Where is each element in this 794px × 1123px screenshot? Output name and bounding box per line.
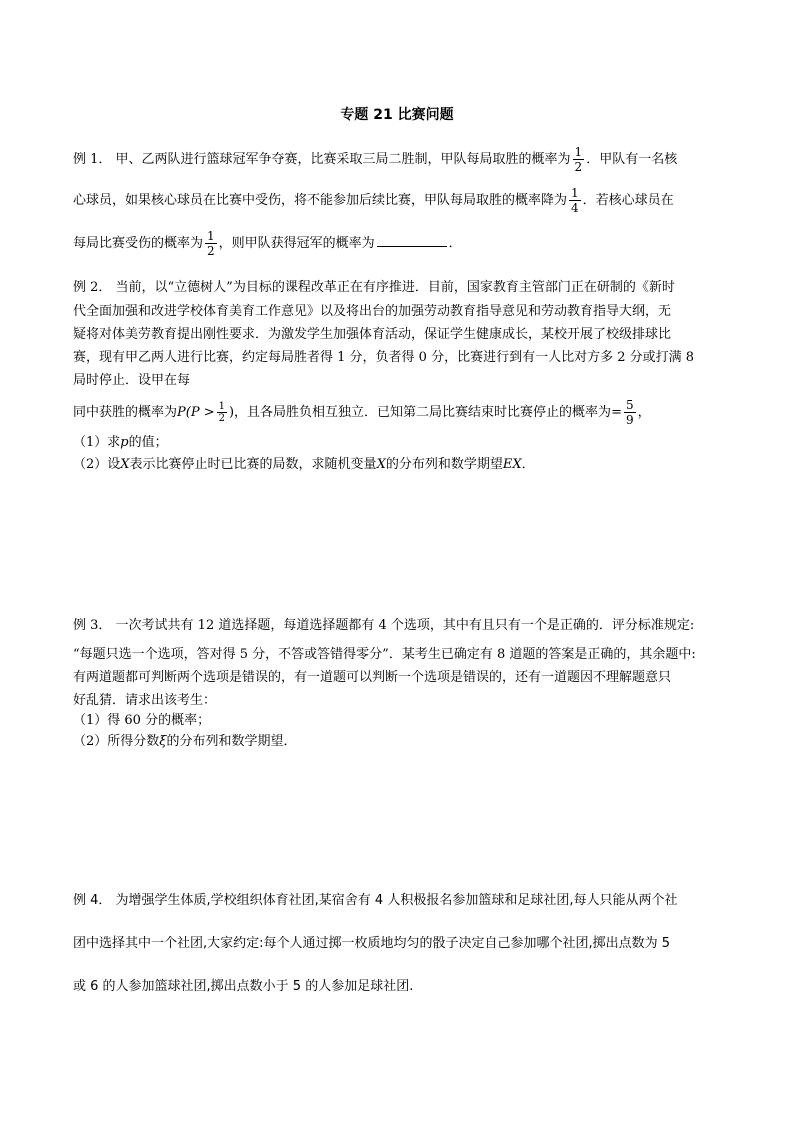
ex3-line1: 例 3． 一次考试共有 12 道选择题，每道选择题都有 4 个选项，其中有且只有一个是正确的．评分标准规定:	[73, 618, 695, 633]
ex2-line3: 疑将对体美劳教育提出刚性要求．为激发学生加强体育活动，保证学生健康成长，某校开展了校级排球比	[73, 327, 672, 342]
ex2-question1	[73, 431, 723, 455]
fraction: $\frac{1}{2}$	[574, 145, 583, 174]
text: 的分布列和数学期望．	[166, 734, 297, 749]
text: 表示比赛停止时已比赛的局数，求随机变量	[129, 457, 377, 472]
text: ．	[448, 236, 462, 251]
text: （1）求	[73, 435, 121, 450]
ex1-line2	[73, 186, 723, 215]
ex2-line6	[73, 398, 723, 427]
ex3-line2: “每题只选一个选项，答对得 5 分，不答或答错得零分”．某考生已确定有 8 道题的答案是正确的，其余题中:	[73, 647, 696, 662]
ex4-line1: 例 4． 为增强学生体质,学校组织体育社团,某宿舍有 4 人积极报名参加篮球和足球社团,每人只能从两个社	[73, 893, 678, 908]
text: ．甲队有一名核	[586, 152, 678, 167]
answer-blank	[377, 232, 447, 247]
text: 的值；	[128, 435, 168, 450]
ex2-line2: 代全面加强和改进学校体育美育工作意见》以及将出台的加强劳动教育指导意见和劳动教育指导大纲，无	[73, 304, 672, 319]
text: 例 1． 甲、乙两队进行篮球冠军争夺赛，比赛采取三局二胜制，甲队每局取胜的概率为	[73, 152, 571, 167]
fraction: $\frac{1}{2}$	[207, 229, 215, 258]
ex2-line5: 局时停止．设甲在每	[73, 373, 191, 388]
ex2-line1: 例 2． 当前，以“立德树人”为目标的课程改革正在有序推进．目前，国家教育主管部门正在研制的《新时	[73, 280, 675, 295]
ex3-line4: 好乱猜．请求出该考生：	[73, 693, 217, 708]
ex3-line3: 有两道题都可判断两个选项是错误的，有一道题可以判断一个选项是错误的，还有一道题因不理解题意只	[73, 670, 672, 685]
math-var: X	[376, 457, 386, 472]
math-var: EX	[502, 457, 522, 472]
ex2-question2	[73, 453, 723, 477]
math-var: p	[120, 435, 129, 450]
ex2-line4: 赛，现有甲乙两人进行比赛，约定每局胜者得 1 分，负者得 0 分，比赛进行到有一人比对方多 2 分或打满 8	[73, 350, 695, 365]
text: 同中获胜的概率为	[73, 405, 178, 420]
fraction: $\frac{1}{2}$	[218, 401, 225, 424]
math-var: ξ	[159, 734, 167, 749]
ex3-question2	[73, 730, 723, 754]
math-var: X	[120, 457, 130, 472]
text: （2）所得分数	[73, 734, 160, 749]
text: ，	[637, 405, 651, 420]
ex1-line1	[73, 145, 723, 174]
text: 每局比赛受伤的概率为	[73, 236, 204, 251]
math-expr: P(P >	[177, 405, 215, 420]
text: ．若核心球员在	[582, 193, 674, 208]
text: （2）设	[73, 457, 121, 472]
text: 的分布列和数学期望	[385, 457, 503, 472]
text: )，且各局胜负相互独立．已知第二局比赛结束时比赛停止的概率为	[228, 405, 612, 420]
text: 心球员，如果核心球员在比赛中受伤，将不能参加后续比赛，甲队每局取胜的概率降为	[73, 193, 568, 208]
ex4-line3: 或 6 的人参加篮球社团,掷出点数小于 5 的人参加足球社团.	[73, 979, 414, 994]
ex1-line3	[73, 229, 723, 258]
fraction: $\frac{1}{4}$	[571, 186, 579, 215]
page-title: 专题 21 比赛问题	[340, 107, 454, 123]
ex3-question1: （1）得 60 分的概率；	[73, 713, 211, 728]
text: =	[611, 405, 622, 420]
ex4-line2: 团中选择其中一个社团,大家约定:每个人通过掷一枚质地均匀的骰子决定自己参加哪个社团,掷出点数为 5	[73, 936, 671, 951]
fraction: $\frac{5}{9}$	[625, 398, 634, 427]
text: ．	[521, 457, 535, 472]
text: ，则甲队获得冠军的概率为	[218, 236, 375, 251]
